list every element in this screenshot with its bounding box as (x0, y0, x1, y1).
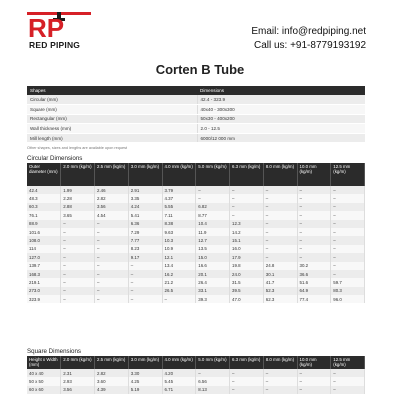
table-cell: – (230, 194, 264, 202)
spec-shape: Square (mm) (27, 105, 197, 115)
square-col-header: 5.0 mm (kg/m) (196, 356, 230, 369)
table-cell: 13.4 (162, 262, 196, 270)
table-cell: – (263, 386, 297, 394)
rp-logo-icon (27, 12, 91, 38)
table-cell: – (297, 245, 331, 253)
table-cell: 139.7 (27, 262, 61, 270)
square-col-header: 6.3 mm (kg/m) (230, 356, 264, 369)
table-cell: 9.63 (162, 228, 196, 236)
table-cell: – (128, 278, 162, 286)
table-cell: 12.3 (230, 220, 264, 228)
circular-col-header: 2.0 mm (kg/m) (61, 163, 95, 186)
table-cell: 24.8 (263, 262, 297, 270)
table-cell: 21.2 (162, 278, 196, 286)
table-cell: 10.4 (196, 220, 230, 228)
table-row (27, 253, 365, 261)
table-cell: 64.9 (297, 287, 331, 295)
table-cell: 2.46 (95, 186, 129, 194)
circular-section-title: Circular Dimensions (27, 155, 83, 162)
table-cell: – (263, 203, 297, 211)
table-cell: 4.25 (128, 377, 162, 385)
table-cell: 76.1 (27, 211, 61, 219)
table-row (27, 236, 365, 244)
square-col-header: 3.0 mm (kg/m) (128, 356, 162, 369)
table-cell: – (61, 228, 95, 236)
table-cell: 60 x 60 (27, 386, 61, 394)
table-cell: – (331, 270, 365, 278)
table-cell: 3.56 (95, 203, 129, 211)
spec-row (27, 105, 365, 115)
table-cell: 96.0 (331, 295, 365, 303)
spec-dimension: 50x30 - 400x200 (197, 114, 365, 124)
table-cell: 2.82 (95, 369, 129, 377)
spec-shape: Mill length (mm) (27, 133, 197, 143)
table-cell: – (297, 369, 331, 377)
table-cell: 3.79 (162, 186, 196, 194)
table-cell: 59.7 (331, 278, 365, 286)
contact-email[interactable]: Email: info@redpiping.net (251, 26, 366, 37)
table-cell: – (95, 270, 129, 278)
table-cell: 3.35 (128, 194, 162, 202)
square-section-title: Square Dimensions (27, 348, 81, 355)
table-cell: – (61, 253, 95, 261)
table-cell: 101.6 (27, 228, 61, 236)
spec-dimension: 42.4 - 323.9 (197, 95, 365, 105)
table-cell: 48.3 (27, 194, 61, 202)
table-cell: 2.82 (95, 194, 129, 202)
table-cell: – (61, 278, 95, 286)
table-cell: 26.4 (196, 278, 230, 286)
table-cell: – (263, 236, 297, 244)
table-cell: 127.0 (27, 253, 61, 261)
page-header (0, 0, 400, 54)
table-row (27, 186, 365, 194)
table-cell: 88.9 (27, 220, 61, 228)
table-cell: 15.1 (230, 236, 264, 244)
square-dimensions-table (27, 356, 365, 394)
circular-col-header: 10.0 mm (kg/m) (297, 163, 331, 186)
table-cell: 2.88 (61, 203, 95, 211)
contact-block (251, 25, 366, 53)
table-cell: 6.82 (196, 203, 230, 211)
table-cell: 30.1 (263, 270, 297, 278)
table-cell: – (95, 253, 129, 261)
table-cell: 16.6 (196, 262, 230, 270)
table-cell: 33.1 (196, 287, 230, 295)
table-cell: 1.99 (61, 186, 95, 194)
table-cell: 2.28 (61, 194, 95, 202)
brand-name: RED PIPING (29, 40, 81, 50)
table-cell: 41.7 (263, 278, 297, 286)
table-cell: – (95, 262, 129, 270)
table-cell: – (297, 220, 331, 228)
table-cell: 4.37 (162, 194, 196, 202)
table-row (27, 287, 365, 295)
table-cell: 8.13 (196, 386, 230, 394)
table-cell: 80.3 (331, 287, 365, 295)
table-cell: – (128, 270, 162, 278)
table-row (27, 295, 365, 303)
table-row (27, 270, 365, 278)
table-row (27, 194, 365, 202)
table-cell: 5.55 (162, 203, 196, 211)
table-cell: 114 (27, 245, 61, 253)
table-cell: – (297, 236, 331, 244)
table-cell: 12.1 (162, 253, 196, 261)
table-cell: 26.5 (162, 287, 196, 295)
table-cell: 51.6 (297, 278, 331, 286)
table-cell: 5.45 (162, 377, 196, 385)
table-cell: – (331, 220, 365, 228)
table-cell: – (61, 295, 95, 303)
circular-col-header: 4.0 mm (kg/m) (162, 163, 196, 186)
spec-dimension: 2.0 - 12.5 (197, 124, 365, 134)
table-cell: 3.65 (61, 211, 95, 219)
table-cell: 10.3 (162, 236, 196, 244)
circular-col-header: 8.0 mm (kg/m) (263, 163, 297, 186)
circular-col-header: 5.0 mm (kg/m) (196, 163, 230, 186)
square-body (27, 369, 365, 394)
table-cell: – (297, 228, 331, 236)
square-col-header: 8.0 mm (kg/m) (263, 356, 297, 369)
table-cell: 36.6 (297, 270, 331, 278)
table-cell: – (263, 253, 297, 261)
logo-letters: RP (28, 13, 65, 38)
table-cell: 12.7 (196, 236, 230, 244)
table-cell: – (230, 369, 264, 377)
table-cell: 15.0 (196, 253, 230, 261)
table-cell: 6.56 (196, 377, 230, 385)
table-cell: – (297, 253, 331, 261)
table-cell: 3.56 (61, 386, 95, 394)
table-cell: – (297, 203, 331, 211)
table-cell: 11.9 (196, 228, 230, 236)
table-cell: – (331, 253, 365, 261)
table-cell: 14.2 (230, 228, 264, 236)
table-cell: – (263, 228, 297, 236)
square-col-header: 2.0 mm (kg/m) (61, 356, 95, 369)
table-cell: 5.19 (128, 386, 162, 394)
table-cell: – (297, 194, 331, 202)
spec-row (27, 114, 365, 124)
table-cell: – (297, 186, 331, 194)
table-cell: – (263, 194, 297, 202)
table-cell: – (230, 186, 264, 194)
table-cell: 6.36 (128, 220, 162, 228)
table-cell: 24.0 (230, 270, 264, 278)
table-cell: – (263, 186, 297, 194)
circular-col-header: Outer diameter (mm) (27, 163, 61, 186)
table-cell: 323.9 (27, 295, 61, 303)
square-header-row (27, 356, 365, 369)
spec-header-shapes: Shapes (27, 86, 197, 95)
table-cell: 2.31 (61, 369, 95, 377)
table-cell: – (331, 245, 365, 253)
circular-col-header: 6.3 mm (kg/m) (230, 163, 264, 186)
table-cell: 4.39 (95, 386, 129, 394)
table-cell: – (61, 270, 95, 278)
table-cell: – (230, 203, 264, 211)
table-cell: – (297, 211, 331, 219)
table-cell: – (95, 295, 129, 303)
table-cell: 9.17 (128, 253, 162, 261)
table-cell: – (61, 220, 95, 228)
table-cell: – (61, 262, 95, 270)
table-cell: – (128, 287, 162, 295)
table-cell: – (196, 194, 230, 202)
table-cell: 108.0 (27, 236, 61, 244)
square-col-header: 10.0 mm (kg/m) (297, 356, 331, 369)
table-cell: 13.5 (196, 245, 230, 253)
table-cell: 3.60 (95, 377, 129, 385)
table-cell: 168.3 (27, 270, 61, 278)
table-cell: – (331, 194, 365, 202)
table-cell: – (196, 369, 230, 377)
table-cell: – (331, 386, 365, 394)
table-cell: – (263, 369, 297, 377)
table-cell: – (162, 295, 196, 303)
table-cell: – (331, 369, 365, 377)
table-cell: 39.3 (196, 295, 230, 303)
table-cell: – (297, 377, 331, 385)
spec-row (27, 124, 365, 134)
table-cell: – (331, 203, 365, 211)
table-cell: – (128, 262, 162, 270)
table-cell: – (263, 220, 297, 228)
table-row (27, 278, 365, 286)
table-cell: 6.71 (162, 386, 196, 394)
table-cell: – (263, 245, 297, 253)
table-cell: 20.1 (196, 270, 230, 278)
table-cell: 39.5 (230, 287, 264, 295)
table-cell: 10.9 (162, 245, 196, 253)
table-cell: 2.93 (61, 377, 95, 385)
square-col-header: 2.5 mm (kg/m) (95, 356, 129, 369)
page-title: Corten B Tube (155, 62, 245, 77)
table-cell: 40 x 40 (27, 369, 61, 377)
table-cell: – (95, 287, 129, 295)
circular-dimensions-table (27, 163, 365, 303)
table-cell: 219.1 (27, 278, 61, 286)
table-cell: 4.24 (128, 203, 162, 211)
table-cell: 3.30 (128, 369, 162, 377)
red-piping-logo[interactable] (27, 12, 99, 52)
circular-col-header: 3.0 mm (kg/m) (128, 163, 162, 186)
table-cell: 47.0 (230, 295, 264, 303)
table-cell: – (331, 228, 365, 236)
spec-row (27, 95, 365, 105)
table-cell: 19.8 (230, 262, 264, 270)
table-row (27, 203, 365, 211)
square-col-header: Height x Width (mm) (27, 356, 61, 369)
table-cell: – (61, 287, 95, 295)
spec-shape: Wall thickness (mm) (27, 124, 197, 134)
table-row (27, 211, 365, 219)
table-cell: 7.77 (128, 236, 162, 244)
table-cell: – (95, 228, 129, 236)
table-row (27, 386, 365, 394)
table-cell: – (331, 262, 365, 270)
table-cell: 50 x 50 (27, 377, 61, 385)
table-cell: 42.4 (27, 186, 61, 194)
circular-col-header: 12.5 mm (kg/m) (331, 163, 365, 186)
spec-dimension: 40x40 - 300x300 (197, 105, 365, 115)
table-cell: 2.91 (128, 186, 162, 194)
table-cell: 62.3 (263, 295, 297, 303)
table-cell: 31.5 (230, 278, 264, 286)
table-cell: 7.29 (128, 228, 162, 236)
table-cell: – (331, 236, 365, 244)
table-cell: 77.4 (297, 295, 331, 303)
table-cell: – (61, 245, 95, 253)
table-cell: 5.41 (128, 211, 162, 219)
spec-header-dimensions: Dimensions (197, 86, 365, 95)
table-cell: 273.0 (27, 287, 61, 295)
contact-phone[interactable]: Call us: +91-8779193192 (253, 40, 366, 51)
table-cell: – (331, 377, 365, 385)
table-cell: 8.77 (196, 211, 230, 219)
table-cell: – (263, 377, 297, 385)
table-row (27, 228, 365, 236)
spec-shape: Rectangular (mm) (27, 114, 197, 124)
table-cell: – (61, 236, 95, 244)
spec-note: Other shapes, sizes and lengths are available upon request (27, 146, 128, 150)
table-cell: 17.9 (230, 253, 264, 261)
table-cell: 4.20 (162, 369, 196, 377)
table-row (27, 220, 365, 228)
table-cell: 30.2 (297, 262, 331, 270)
table-cell: – (331, 186, 365, 194)
table-row (27, 245, 365, 253)
table-row (27, 377, 365, 385)
spec-row (27, 133, 365, 143)
circular-col-header: 2.5 mm (kg/m) (95, 163, 129, 186)
table-cell: – (95, 220, 129, 228)
table-cell: 7.11 (162, 211, 196, 219)
table-cell: – (95, 245, 129, 253)
table-cell: – (128, 295, 162, 303)
table-cell: – (95, 278, 129, 286)
table-cell: 8.38 (162, 220, 196, 228)
spec-shape: Circular (mm) (27, 95, 197, 105)
circular-header-row (27, 163, 365, 186)
table-cell: – (230, 386, 264, 394)
square-col-header: 12.5 mm (kg/m) (331, 356, 365, 369)
circular-body (27, 186, 365, 303)
square-col-header: 4.0 mm (kg/m) (162, 356, 196, 369)
table-cell: – (95, 236, 129, 244)
table-cell: – (230, 211, 264, 219)
spec-dimension: 6000/12 000 mm (197, 133, 365, 143)
spec-table (27, 86, 365, 143)
table-cell: – (230, 377, 264, 385)
table-cell: 52.3 (263, 287, 297, 295)
table-row (27, 369, 365, 377)
table-cell: – (263, 211, 297, 219)
table-cell: – (297, 386, 331, 394)
table-cell: 4.54 (95, 211, 129, 219)
table-cell: 16.0 (230, 245, 264, 253)
table-cell: 8.23 (128, 245, 162, 253)
table-row (27, 262, 365, 270)
table-cell: 60.3 (27, 203, 61, 211)
table-cell: – (331, 211, 365, 219)
table-cell: – (196, 186, 230, 194)
table-cell: 16.2 (162, 270, 196, 278)
